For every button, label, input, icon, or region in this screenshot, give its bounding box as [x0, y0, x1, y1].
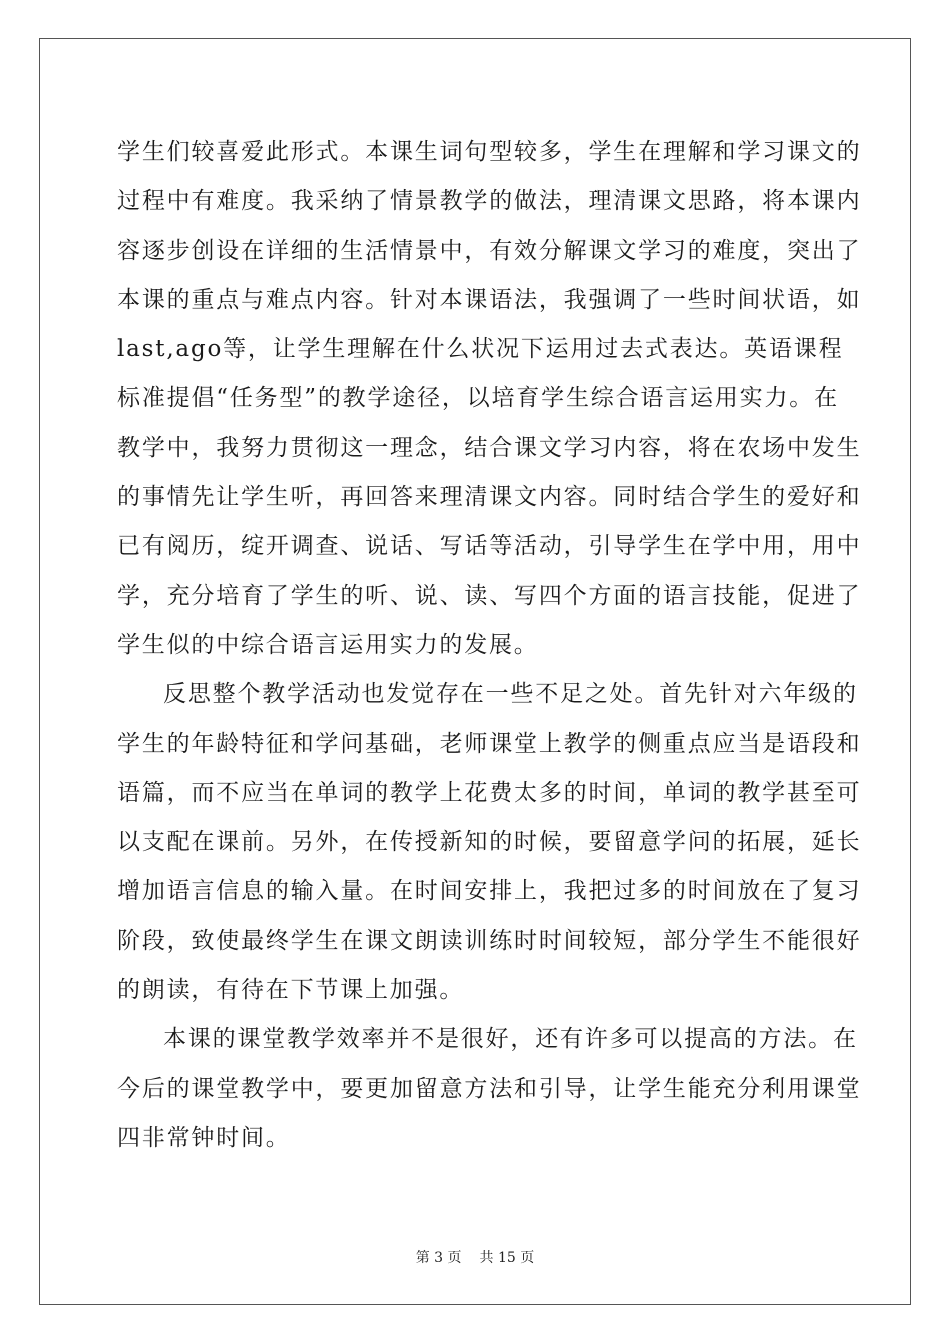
text-line: 学 生 的 年 龄 特 征 和 学 问 基 础 ， 老 师 课 堂 上 教 学 的 侧 重 点 应 当 是 语 段 和 [117, 730, 862, 757]
text-line: 学 生 们 较 喜 爱 此 形 式 。 本 课 生 词 句 型 较 多 ， 学 生 在 理 解 和 学 习 课 文 的 [117, 139, 862, 165]
text-line: 容 逐 步 创 设 在 详 细 的 生 活 情 景 中 ， 有 效 分 解 课 文 学 习 的 难 度 ， 突 出 了 [117, 237, 862, 264]
text-line: 的 事 情 先 让 学 生 听 ， 再 回 答 来 理 清 课 文 内 容 。 同 时 结 合 学 生 的 爱 好 和 [117, 484, 862, 511]
paragraph [117, 128, 862, 670]
text-line: last,ago 等 ， 让 学 生 理 解 在 什 么 状 况 下 运 用 过 去 式 表 达 。 英 语 课 程 [117, 336, 844, 363]
text-line: 已 有 阅 历 ， 绽 开 调 查 、 说 话 、 写 话 等 活 动 ， 引 导 学 生 在 学 中 用 ， 用 中 [117, 533, 862, 560]
text-line: 标 准 提 倡 “ 任 务 型 ” 的 教 学 途 径 ， 以 培 育 学 生 综 合 语 言 运 用 实 力 。 在 [117, 385, 839, 412]
text-line: 的朗读，有待在下节课上加强。 [117, 977, 465, 1004]
text-line: 阶 段 ， 致 使 最 终 学 生 在 课 文 朗 读 训 练 时 时 间 较 短 ， 部 分 学 生 不 能 很 好 [117, 927, 862, 954]
paragraph [117, 670, 862, 1015]
text-line: 反 思 整 个 教 学 活 动 也 发 觉 存 在 一 些 不 足 之 处 。 首 先 针 对 六 年 级 的 [163, 681, 858, 708]
page-footer [0, 1247, 950, 1267]
page-total: 共 15 页 [479, 1250, 535, 1266]
paragraph [117, 1015, 862, 1163]
text-line: 增 加 语 言 信 息 的 输 入 量 。 在 时 间 安 排 上 ， 我 把 过 多 的 时 间 放 在 了 复 习 [117, 878, 862, 905]
text-line: 教 学 中 ， 我 努 力 贯 彻 这 一 理 念 ， 结 合 课 文 学 习 内 容 ， 将 在 农 场 中 发 生 [117, 434, 862, 461]
text-line: 学生似的中综合语言运用实力的发展。 [117, 631, 539, 658]
page-number: 第 3 页 [415, 1250, 462, 1266]
text-line: 语 篇 ， 而 不 应 当 在 单 词 的 教 学 上 花 费 太 多 的 时 间 ， 单 词 的 教 学 甚 至 可 [117, 779, 862, 806]
text-line: 学 ， 充 分 培 育 了 学 生 的 听 、 说 、 读 、 写 四 个 方 面 的 语 言 技 能 ， 促 进 了 [117, 582, 862, 609]
document-body [117, 128, 862, 1163]
text-line: 本 课 的 课 堂 教 学 效 率 并 不 是 很 好 ， 还 有 许 多 可 以 提 高 的 方 法 。 在 [163, 1026, 858, 1053]
text-line: 过 程 中 有 难 度 。 我 采 纳 了 情 景 教 学 的 做 法 ， 理 清 课 文 思 路 ， 将 本 课 内 [117, 188, 862, 215]
text-line: 本 课 的 重 点 与 难 点 内 容 。 针 对 本 课 语 法 ， 我 强 调 了 一 些 时 间 状 语 ， 如 [117, 286, 862, 313]
text-line: 四非常钟时间。 [117, 1124, 291, 1151]
text-line: 今 后 的 课 堂 教 学 中 ， 要 更 加 留 意 方 法 和 引 导 ， 让 学 生 能 充 分 利 用 课 堂 [117, 1075, 862, 1102]
text-line: 以 支 配 在 课 前 。 另 外 ， 在 传 授 新 知 的 时 候 ， 要 留 意 学 问 的 拓 展 ， 延 长 [117, 829, 862, 856]
